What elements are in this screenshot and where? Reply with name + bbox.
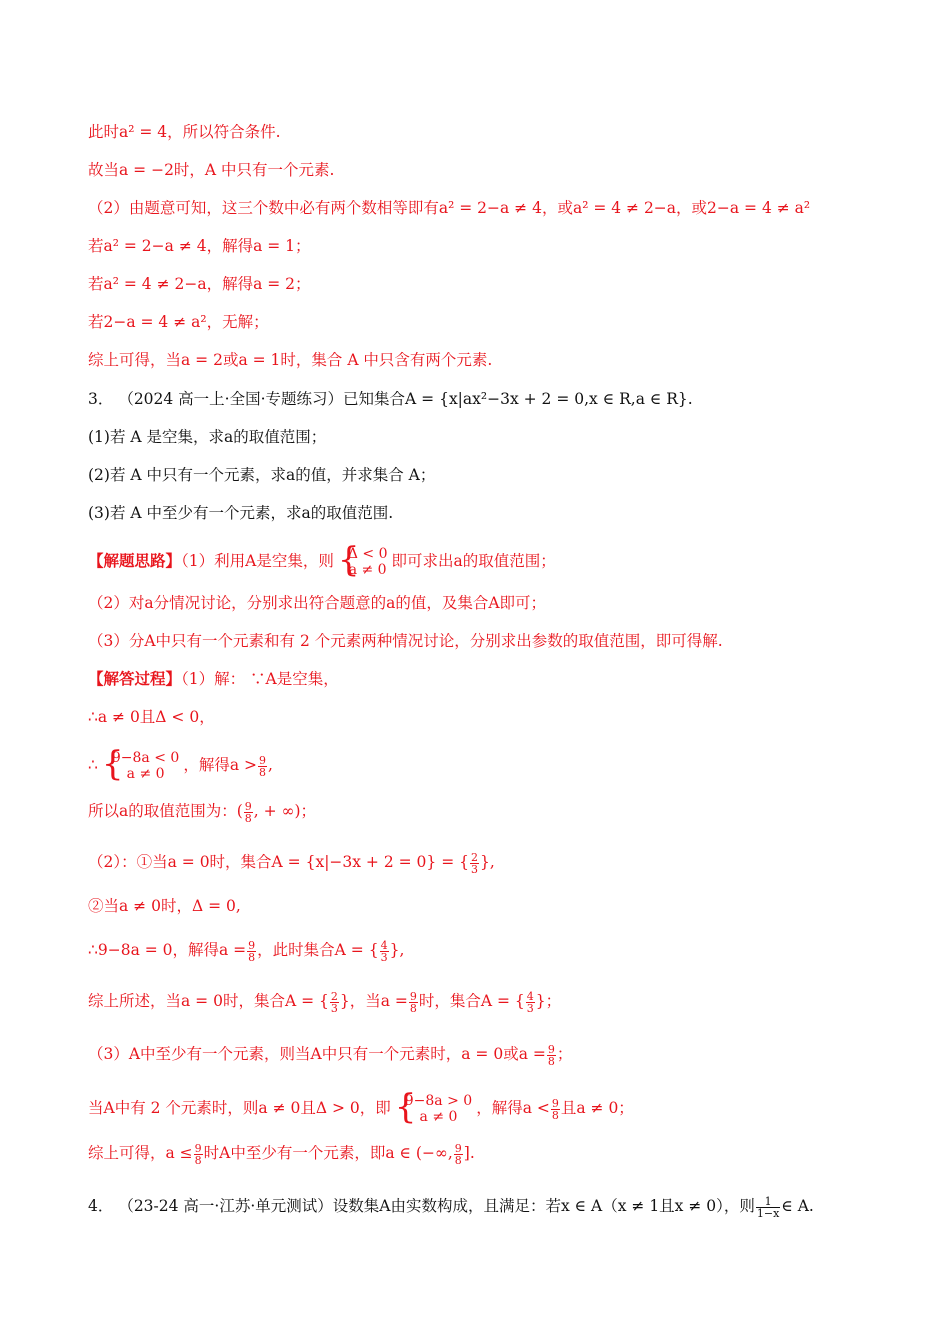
- fraction: [470, 852, 479, 875]
- denominator: 8: [409, 1001, 417, 1015]
- inequality-system: [394, 1087, 473, 1127]
- think-text-1a: （1）利用A是空集，则: [181, 552, 334, 570]
- question-4-stem: [88, 1195, 814, 1219]
- think-line-3: （3）分A中只有一个元素和有 2 个元素两种情况讨论，分别求出参数的取值范围，即可得解.: [88, 632, 723, 650]
- solve-text: },: [479, 853, 495, 871]
- solution-line-1: 此时a² = 4，所以符合条件.: [88, 123, 281, 141]
- system-row: a ≠ 0: [348, 562, 387, 578]
- question-3-stem: [88, 388, 693, 410]
- numerator: 9: [194, 1141, 202, 1155]
- inequality-system: [101, 744, 180, 784]
- question-3-part-2: (2)若 A 中只有一个元素，求a的值，并求集合 A；: [88, 466, 436, 484]
- system-row: Δ < 0: [347, 546, 388, 562]
- solve-text: ，此时集合A = {: [257, 941, 379, 959]
- numerator: 9: [551, 1096, 559, 1110]
- question-text: 设数集A由实数构成，且满足：若x ∈ A（x ≠ 1且x ≠ 0），则: [332, 1197, 755, 1215]
- numerator: 9: [258, 753, 266, 767]
- denominator: 3: [330, 1001, 338, 1015]
- numerator: 2: [470, 850, 478, 864]
- system-row: a ≠ 0: [419, 1109, 458, 1125]
- denominator: 8: [547, 1054, 555, 1068]
- solve-text: }，当a =: [339, 992, 408, 1010]
- question-number: 4．: [88, 1197, 114, 1215]
- solve-text: , + ∞)；: [253, 802, 317, 820]
- solve-text: （1）解： ∵A是空集，: [181, 670, 339, 688]
- fraction: [258, 755, 267, 778]
- solve-text: ，解得a <: [476, 1099, 550, 1117]
- denominator: 3: [380, 950, 388, 964]
- fraction: [409, 991, 418, 1014]
- denominator: 3: [526, 1001, 534, 1015]
- solve-text: },: [389, 941, 405, 959]
- solve-line-10: [88, 1087, 634, 1127]
- numerator: 9: [248, 938, 256, 952]
- numerator: 9: [547, 1042, 555, 1056]
- left-brace-icon: {: [394, 1087, 417, 1127]
- solve-text: ∴9−8a = 0，解得a =: [88, 941, 247, 959]
- think-line-1: [88, 540, 556, 580]
- question-number: 3．: [88, 390, 114, 408]
- solve-line-9: [88, 1043, 572, 1067]
- denominator: 8: [551, 1108, 559, 1122]
- solve-text: 且a ≠ 0；: [560, 1099, 634, 1117]
- numerator: 9: [244, 799, 252, 813]
- solution-line-2: 故当a = −2时，A 中只有一个元素.: [88, 161, 335, 179]
- solve-text: 综上可得，a ≤: [88, 1144, 193, 1162]
- solve-line-5: [88, 851, 495, 875]
- denominator: 8: [454, 1153, 462, 1167]
- fraction: [454, 1143, 463, 1166]
- fraction: [380, 940, 389, 963]
- solve-line-7: [88, 939, 404, 963]
- fraction: [330, 991, 339, 1014]
- solve-line-1: [88, 668, 339, 690]
- think-text-1b: 即可求出a的取值范围；: [391, 552, 556, 570]
- question-text: ∈ A.: [781, 1197, 814, 1215]
- fraction: [244, 801, 253, 824]
- numerator: 4: [526, 989, 534, 1003]
- solve-line-3: [88, 744, 273, 784]
- solution-line-7: 综上可得，当a = 2或a = 1时，集合 A 中只含有两个元素.: [88, 351, 493, 369]
- solution-line-4: 若a² = 2−a ≠ 4，解得a = 1；: [88, 237, 311, 255]
- question-source: （23-24 高一·江苏·单元测试）: [118, 1197, 333, 1215]
- solve-text: ；: [556, 1045, 573, 1063]
- think-line-2: （2）对a分情况讨论，分别求出符合题意的a的值，及集合A即可；: [88, 594, 547, 612]
- solve-text: （3）A中至少有一个元素，则当A中只有一个元素时，a = 0或a =: [88, 1045, 546, 1063]
- solve-text: ].: [463, 1144, 475, 1162]
- fraction: [551, 1098, 560, 1121]
- numerator: 9: [454, 1141, 462, 1155]
- condition-system: [337, 540, 388, 580]
- solve-line-2: ∴a ≠ 0且Δ < 0，: [88, 708, 215, 726]
- fraction: [247, 940, 256, 963]
- question-3-part-1: (1)若 A 是空集，求a的取值范围；: [88, 428, 327, 446]
- solve-tag: 【解答过程】: [88, 669, 182, 688]
- question-text: 已知集合A = {x|ax²−3x + 2 = 0,x ∈ R,a ∈ R}.: [343, 390, 693, 408]
- solve-text: ,: [267, 756, 273, 774]
- fraction: [756, 1196, 780, 1219]
- numerator: 1: [756, 1196, 780, 1208]
- solve-line-4: [88, 800, 316, 824]
- numerator: 4: [380, 938, 388, 952]
- solve-line-11: [88, 1142, 475, 1166]
- denominator: 8: [194, 1153, 202, 1167]
- solve-text: }；: [535, 992, 562, 1010]
- solve-line-6: ②当a ≠ 0时，Δ = 0,: [88, 897, 241, 915]
- therefore-symbol: ∴: [88, 756, 98, 774]
- fraction: [547, 1044, 556, 1067]
- question-3-part-3: (3)若 A 中至少有一个元素，求a的取值范围.: [88, 504, 394, 522]
- system-row: a ≠ 0: [126, 766, 165, 782]
- system-row: 9−8a < 0: [111, 750, 180, 766]
- denominator: 3: [470, 862, 478, 876]
- system-row: 9−8a > 0: [404, 1093, 473, 1109]
- denominator: 8: [248, 950, 256, 964]
- denominator: 8: [258, 765, 266, 779]
- solve-text: 所以a的取值范围为：(: [88, 802, 243, 820]
- solve-text: 综上所述，当a = 0时，集合A = {: [88, 992, 329, 1010]
- fraction: [194, 1143, 203, 1166]
- numerator: 9: [409, 989, 417, 1003]
- solve-line-8: [88, 990, 561, 1014]
- think-tag: 【解题思路】: [88, 551, 182, 570]
- solve-text: ，解得a >: [183, 756, 257, 774]
- solve-text: 当A中有 2 个元素时，则a ≠ 0且Δ > 0，即: [88, 1099, 391, 1117]
- solve-text: 时A中至少有一个元素，即a ∈ (−∞,: [203, 1144, 453, 1162]
- denominator: 8: [244, 811, 252, 825]
- solution-line-3: （2）由题意可知，这三个数中必有两个数相等即有a² = 2−a ≠ 4，或a² = 4 ≠ 2−a，或2−a = 4 ≠ a²: [88, 199, 811, 217]
- solve-text: （2）：①当a = 0时，集合A = {x|−3x + 2 = 0} = {: [88, 853, 469, 871]
- fraction: [526, 991, 535, 1014]
- solution-line-6: 若2−a = 4 ≠ a²，无解；: [88, 313, 269, 331]
- solution-line-5: 若a² = 4 ≠ 2−a，解得a = 2；: [88, 275, 311, 293]
- left-brace-icon: {: [101, 744, 124, 784]
- numerator: 2: [330, 989, 338, 1003]
- solve-text: 时，集合A = {: [418, 992, 525, 1010]
- left-brace-icon: {: [337, 540, 360, 580]
- question-source: （2024 高一上·全国·专题练习）: [118, 390, 344, 408]
- denominator: 1−x: [756, 1206, 780, 1220]
